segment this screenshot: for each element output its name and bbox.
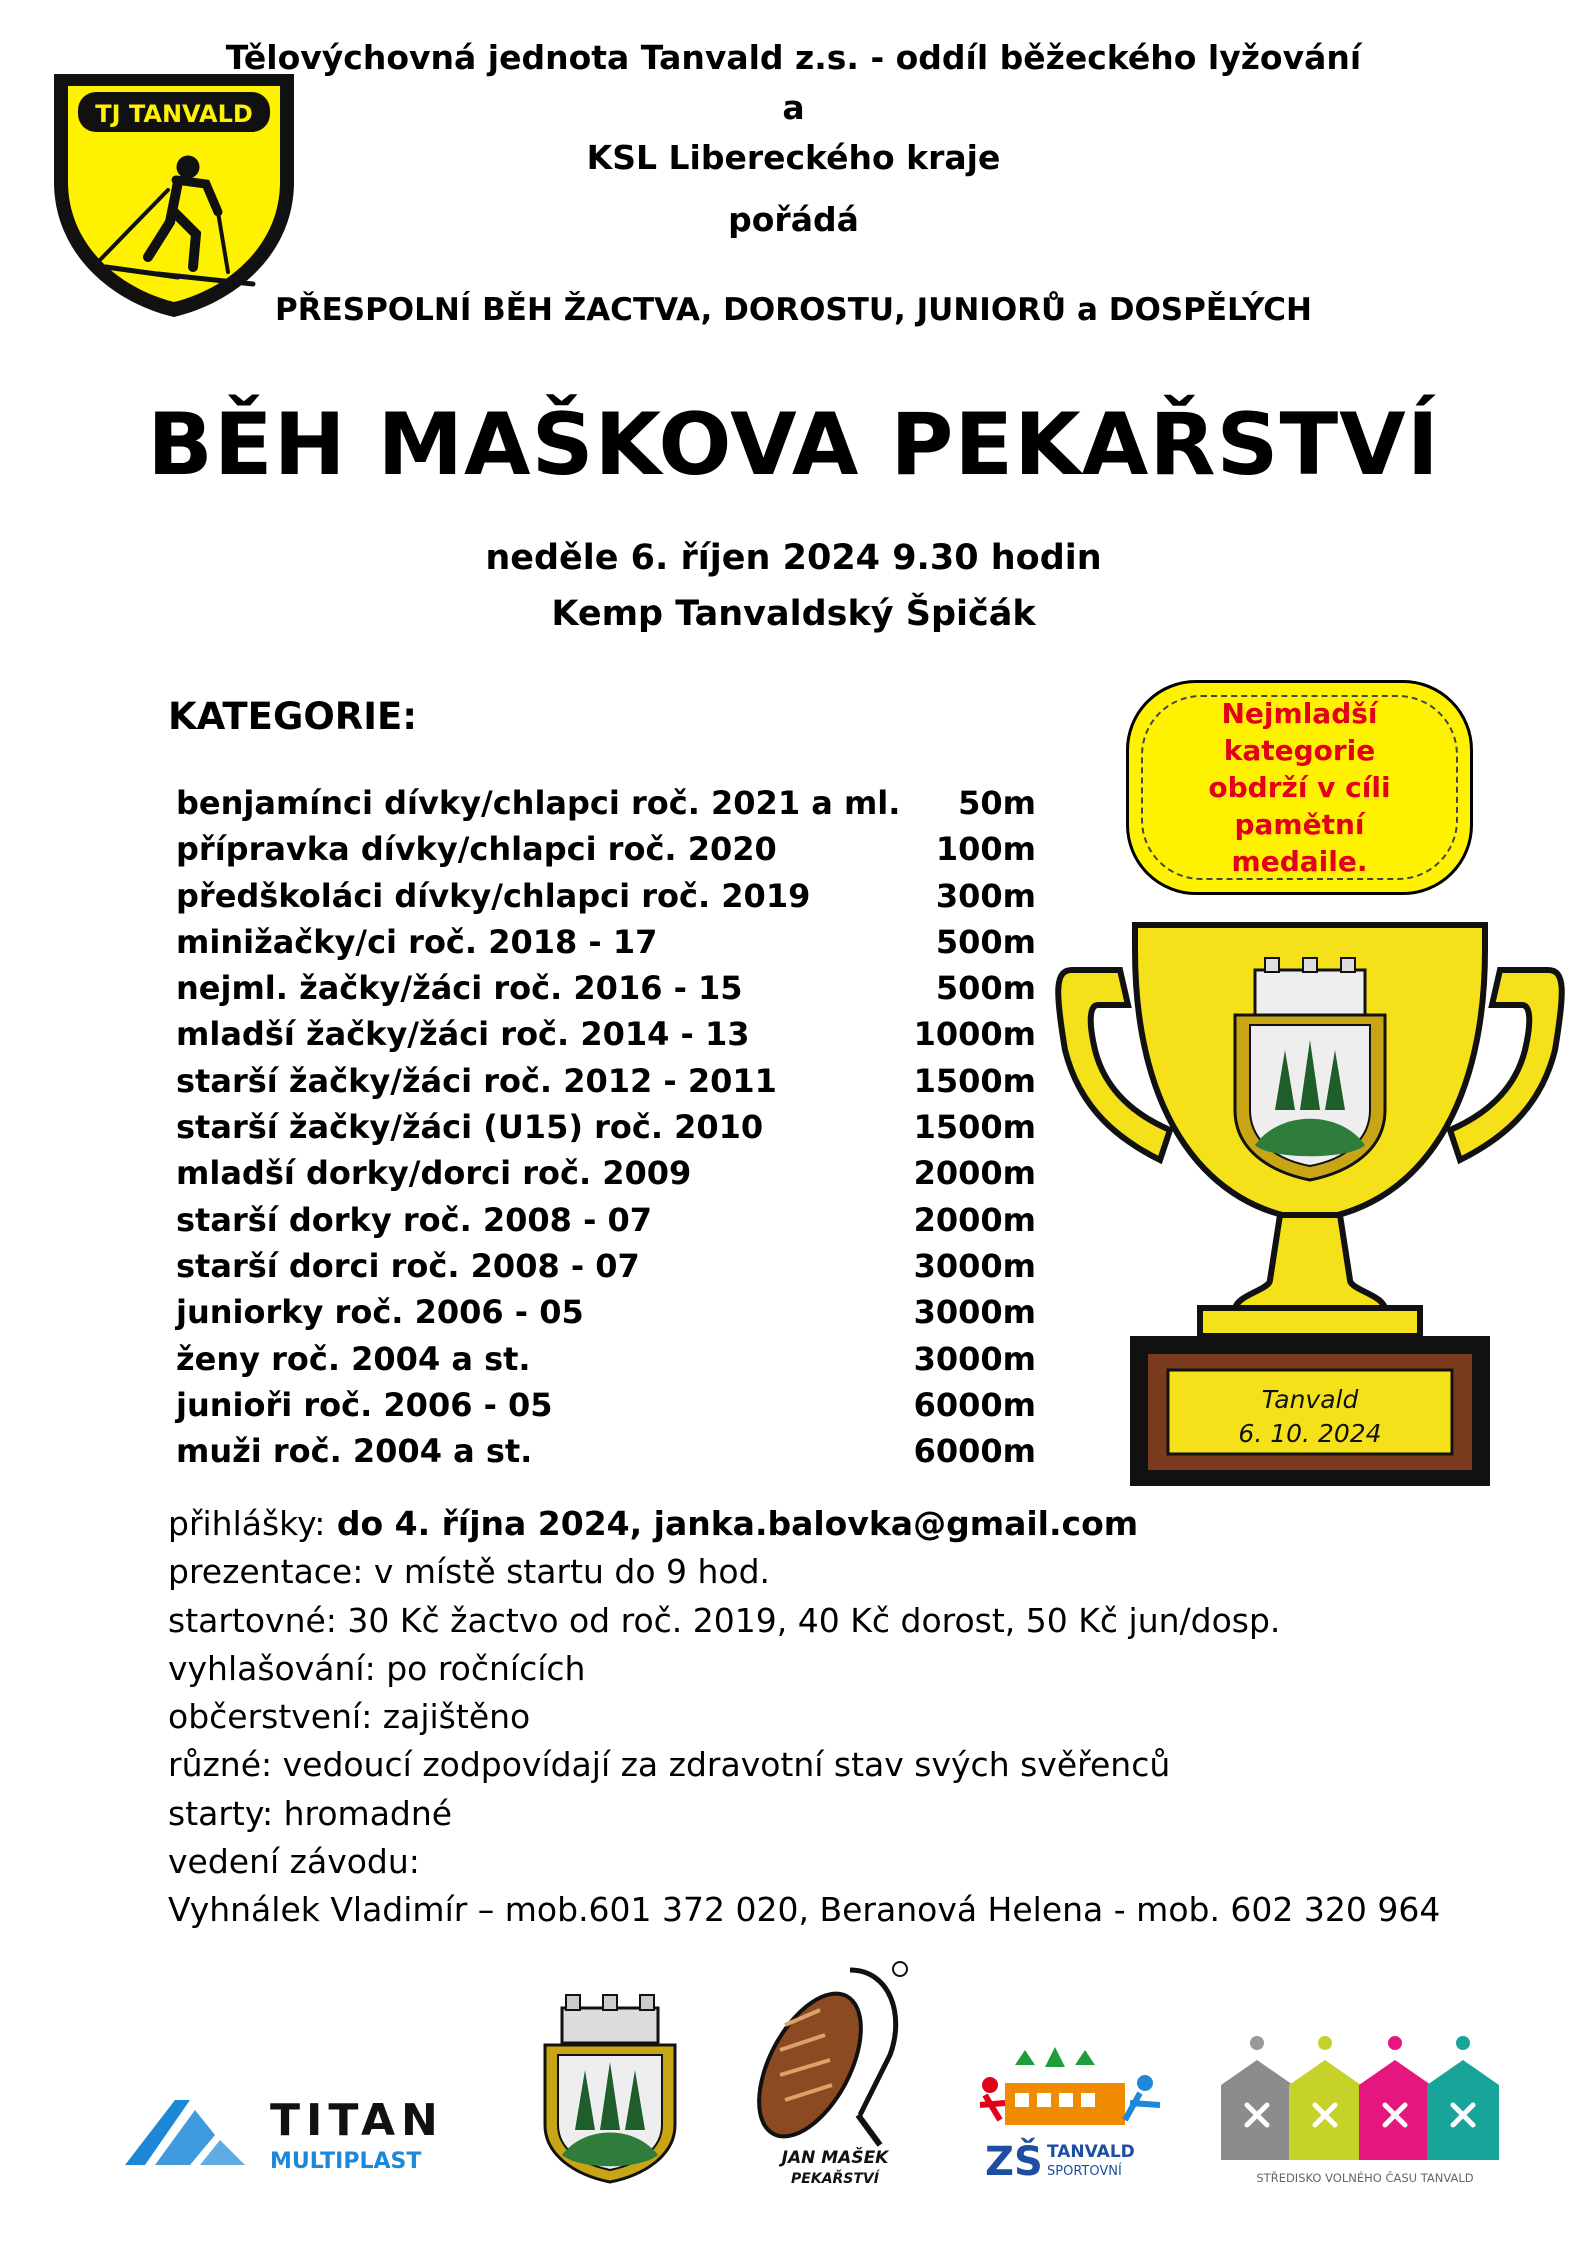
multiplast-text: MULTIPLAST: [270, 2149, 422, 2174]
categories-heading: KATEGORIE:: [168, 695, 418, 738]
category-distance: 50m: [958, 784, 1036, 822]
category-distance: 6000m: [913, 1432, 1036, 1471]
management-contacts: Vyhnálek Vladimír – mob.601 372 020, Beranová Helena - mob. 602 320 964: [168, 1890, 1441, 1930]
co-organizer-line: KSL Libereckého kraje: [586, 138, 1001, 177]
svc-tanvald-logo: [1215, 2030, 1515, 2190]
category-row: [176, 1336, 1036, 1382]
category-name: přípravka dívky/chlapci roč. 2020: [176, 830, 777, 869]
category-name: starší dorci roč. 2008 - 07: [176, 1246, 640, 1285]
category-row: [176, 1197, 1036, 1243]
trophy-date: 6. 10. 2024: [1238, 1419, 1382, 1448]
category-name: mladší žačky/žáci roč. 2014 - 13: [176, 1015, 750, 1054]
category-distance: 1500m: [913, 1061, 1036, 1100]
zs-big-text: ZŠ: [985, 2139, 1043, 2185]
category-row: [176, 1243, 1036, 1289]
category-distance: 1500m: [913, 1108, 1036, 1147]
school-sports-icon: [980, 2047, 1160, 2125]
category-distance: 6000m: [913, 1385, 1036, 1424]
masek-name: JAN MAŠEK: [781, 2148, 889, 2168]
registration-value: do 4. října 2024, janka.balovka@gmail.com: [325, 1504, 1139, 1543]
category-distance: 1000m: [913, 1015, 1036, 1054]
awards-row: vyhlašování: po ročnících: [168, 1648, 586, 1688]
event-location: Kemp Tanvaldský Špičák: [551, 594, 1036, 634]
category-distance: 500m: [935, 922, 1036, 961]
medal-note-text: Nejmladší kategorie obdrží v cíli pamětní medaile.: [1208, 697, 1391, 878]
event-date: neděle 6. říjen 2024 9.30 hodin: [485, 538, 1102, 578]
tanvald-crest-icon: [1235, 958, 1385, 1180]
starts-row: starty: hromadné: [168, 1793, 453, 1833]
titan-multiplast-logo: [120, 2080, 450, 2180]
category-distance: 100m: [935, 830, 1036, 869]
masek-bakery: PEKAŘSTVÍ: [791, 2171, 879, 2187]
presentation-row: prezentace: v místě startu do 9 hod.: [168, 1552, 771, 1592]
and-line: a: [782, 88, 805, 127]
zs-sportovni-text: SPORTOVNÍ: [1047, 2164, 1122, 2179]
category-row: [176, 1428, 1036, 1474]
event-info: [168, 1500, 1468, 1935]
trophy-icon: [1050, 910, 1570, 1495]
category-name: starší dorky roč. 2008 - 07: [176, 1200, 653, 1239]
category-row: [176, 1382, 1036, 1428]
category-row: [176, 1058, 1036, 1104]
category-name: benjamínci dívky/chlapci roč. 2021 a ml.: [176, 784, 901, 822]
category-name: starší žačky/žáci roč. 2012 - 2011: [176, 1061, 777, 1100]
jan-masek-logo: [740, 1955, 930, 2190]
category-name: muži roč. 2004 a st.: [176, 1432, 533, 1471]
category-distance: 2000m: [913, 1154, 1036, 1193]
tanvald-crest-logo: [540, 1990, 680, 2185]
medal-note-bubble: [1126, 680, 1473, 895]
category-name: předškoláci dívky/chlapci roč. 2019: [176, 876, 811, 915]
category-row: [176, 873, 1036, 919]
category-distance: 3000m: [913, 1339, 1036, 1378]
category-name: juniorky roč. 2006 - 05: [176, 1293, 584, 1332]
category-row: [176, 826, 1036, 872]
category-name: nejml. žačky/žáci roč. 2016 - 15: [176, 969, 743, 1008]
zs-tanvald-logo: [975, 2045, 1165, 2190]
category-distance: 3000m: [913, 1246, 1036, 1285]
trophy-place: Tanvald: [1261, 1385, 1359, 1414]
misc-row: různé: vedoucí zodpovídají za zdravotní stav svých svěřenců: [168, 1745, 1171, 1785]
category-row: [176, 780, 1036, 826]
titan-stripes-icon: [125, 2100, 245, 2165]
bread-icon: [740, 1977, 882, 2152]
registration-label: přihlášky:: [168, 1504, 326, 1543]
category-name: starší žačky/žáci (U15) roč. 2010: [176, 1108, 764, 1147]
category-row: [176, 1150, 1036, 1196]
fee-row: startovné: 30 Kč žactvo od roč. 2019, 40 Kč dorost, 50 Kč jun/dosp.: [168, 1600, 1281, 1640]
management-label: vedení závodu:: [168, 1842, 420, 1882]
houses-icon: [1221, 2036, 1499, 2160]
svc-text: STŘEDISKO VOLNÉHO ČASU TANVALD: [1256, 2171, 1474, 2185]
zs-tanvald-text: TANVALD: [1047, 2142, 1135, 2162]
titan-text: TITAN: [270, 2095, 444, 2146]
category-distance: 500m: [935, 969, 1036, 1008]
category-row: [176, 1104, 1036, 1150]
category-name: minižačky/ci roč. 2018 - 17: [176, 922, 658, 961]
category-row: [176, 1289, 1036, 1335]
categories-list: [176, 780, 1036, 1474]
category-row: [176, 1011, 1036, 1057]
category-row: [176, 965, 1036, 1011]
category-name: junioři roč. 2006 - 05: [176, 1385, 553, 1424]
category-row: [176, 919, 1036, 965]
presents-line: pořádá: [728, 200, 859, 239]
refreshments-row: občerstvení: zajištěno: [168, 1697, 531, 1737]
category-distance: 300m: [935, 876, 1036, 915]
logo-text: TJ TANVALD: [95, 100, 253, 128]
category-name: ženy roč. 2004 a st.: [176, 1339, 531, 1378]
registration-row: [168, 1500, 1468, 1548]
organizer-line: Tělovýchovná jednota Tanvald z.s. - oddíl běžeckého lyžování: [225, 38, 1362, 77]
category-distance: 2000m: [913, 1200, 1036, 1239]
category-name: mladší dorky/dorci roč. 2009: [176, 1154, 692, 1193]
event-type: PŘESPOLNÍ BĚH ŽACTVA, DOROSTU, JUNIORŮ a DOSPĚLÝCH: [274, 292, 1312, 328]
category-distance: 3000m: [913, 1293, 1036, 1332]
event-title: BĚH MAŠKOVA PEKAŘSTVÍ: [147, 395, 1440, 495]
